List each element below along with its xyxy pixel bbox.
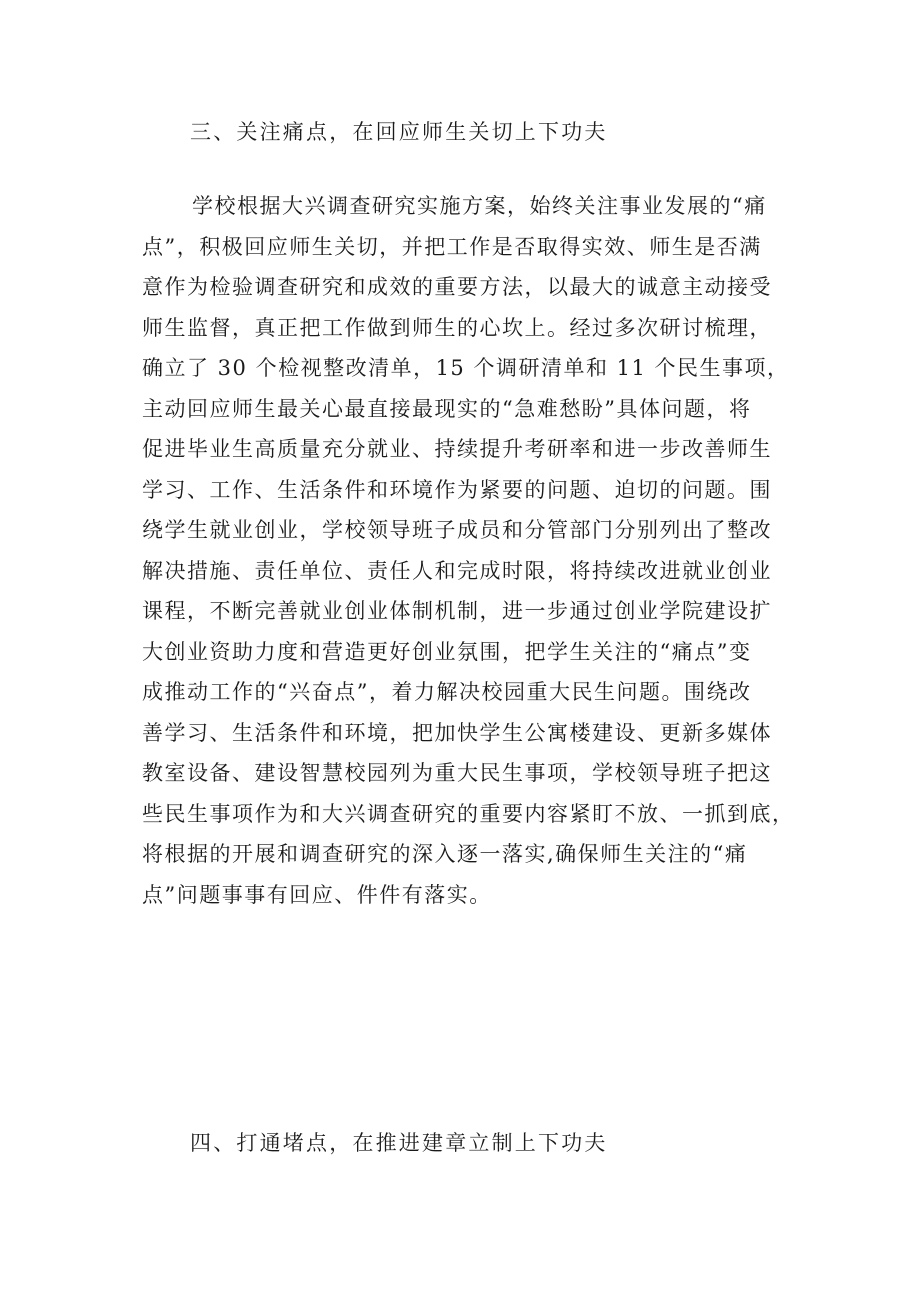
paragraph-line: 些民生事项作为和大兴调查研究的重要内容紧盯不放、一抓到底，	[142, 801, 795, 826]
paragraph-line: 主动回应师生最关心最直接最现实的“急难愁盼”具体问题，将	[142, 396, 752, 421]
paragraph-line: 大创业资助力度和营造更好创业氛围，把学生关注的“痛点”变	[142, 639, 752, 664]
paragraph-line: 成推动工作的“兴奋点”，着力解决校园重大民生问题。围绕改	[142, 680, 752, 704]
paragraph-line: 点”，积极回应师生关切，并把工作是否取得实效、师生是否满	[142, 234, 762, 259]
paragraph-line: 师生监督，真正把工作做到师生的心坎上。经过多次研讨梳理，	[142, 315, 772, 340]
paragraph-line: 确立了 30 个检视整改清单，15 个调研清单和 11 个民生事项，	[142, 356, 790, 380]
paragraph-line: 学校根据大兴调查研究实施方案，始终关注事业发展的“痛	[192, 194, 767, 218]
paragraph-line: 善学习、生活条件和环境，把加快学生公寓楼建设、更新多媒体	[142, 720, 772, 745]
paragraph-line: 绕学生就业创业，学校领导班子成员和分管部门分别列出了整改	[142, 518, 772, 542]
paragraph-line: 将根据的开展和调查研究的深入逐一落实,确保师生关注的“痛	[142, 842, 748, 866]
section-heading-3: 三、关注痛点，在回应师生关切上下功夫	[190, 120, 608, 144]
body-paragraph	[142, 186, 802, 915]
paragraph-line: 点”问题事事有回应、件件有落实。	[142, 882, 492, 907]
paragraph-line: 解决措施、责任单位、责任人和完成时限，将持续改进就业创业	[142, 558, 772, 583]
paragraph-line: 教室设备、建设智慧校园列为重大民生事项，学校领导班子把这	[142, 761, 772, 785]
paragraph-line: 学习、工作、生活条件和环境作为紧要的问题、迫切的问题。围	[142, 477, 772, 502]
paragraph-line: 课程，不断完善就业创业体制机制，进一步通过创业学院建设扩	[142, 599, 772, 623]
section-heading-4: 四、打通堵点，在推进建章立制上下功夫	[190, 1131, 608, 1155]
paragraph-line: 促进毕业生高质量充分就业、持续提升考研率和进一步改善师生	[142, 437, 772, 461]
paragraph-line: 意作为检验调查研究和成效的重要方法，以最大的诚意主动接受	[142, 275, 772, 299]
